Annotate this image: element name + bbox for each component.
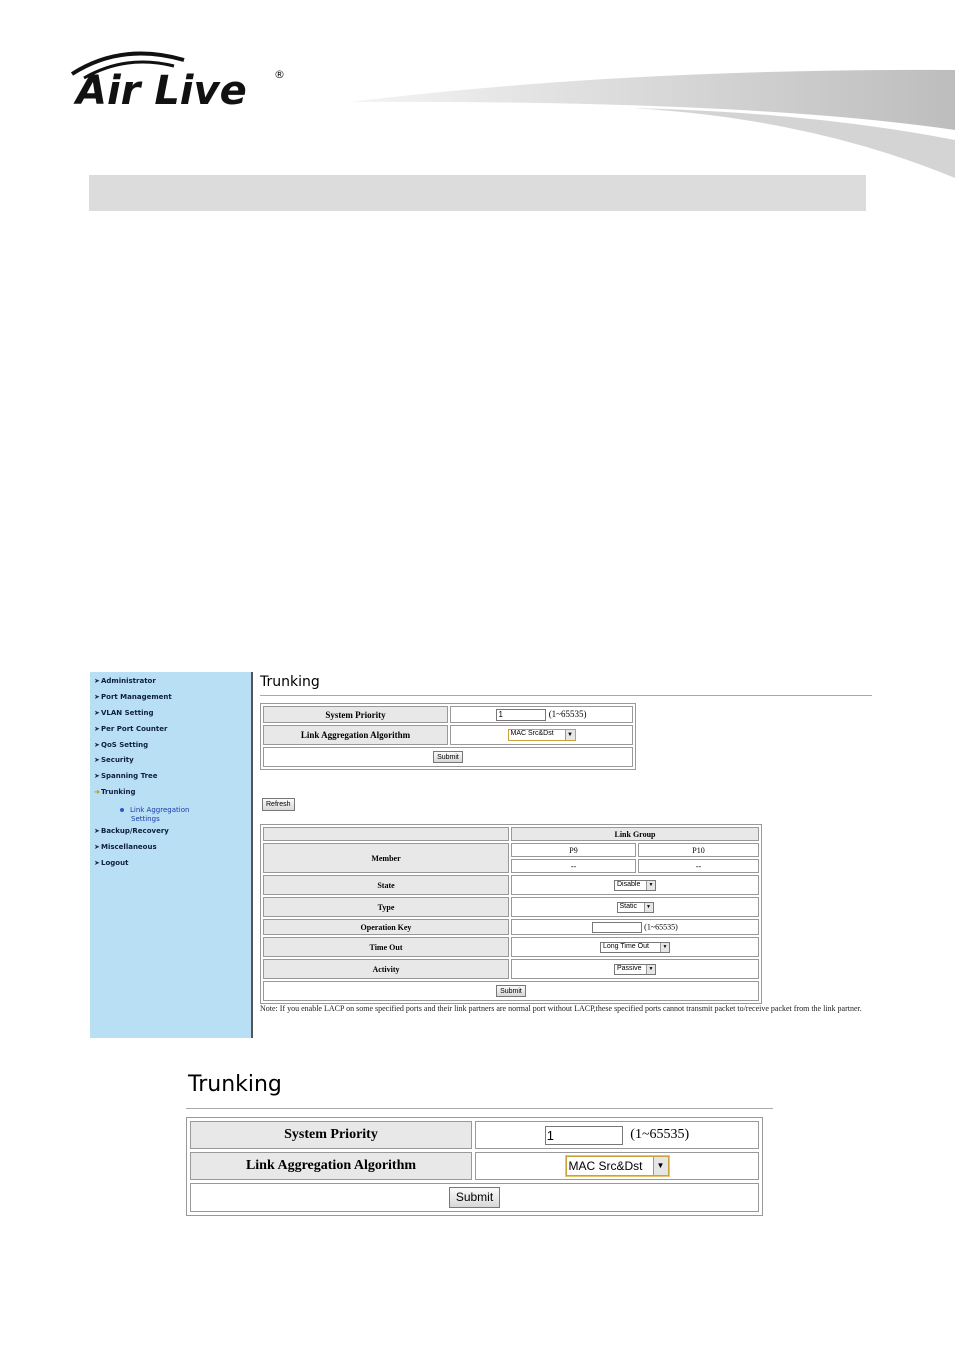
system-priority-label: System Priority bbox=[263, 706, 448, 723]
group-submit-cell bbox=[263, 981, 759, 1001]
sidebar-item-administrator[interactable] bbox=[94, 677, 156, 685]
arrow-icon: ➤ bbox=[94, 741, 100, 749]
type-label: Type bbox=[263, 897, 509, 917]
port-p9-value: -- bbox=[511, 859, 636, 873]
sidebar-item-spanning-tree[interactable] bbox=[94, 772, 158, 780]
chevron-down-icon: ▼ bbox=[644, 903, 653, 912]
empty-header-cell bbox=[263, 827, 509, 841]
algorithm-label: Link Aggregation Algorithm bbox=[263, 725, 448, 745]
zoom-algorithm-select[interactable] bbox=[566, 1156, 669, 1176]
zoom-algorithm-label: Link Aggregation Algorithm bbox=[190, 1152, 472, 1180]
chevron-down-icon: ▼ bbox=[660, 943, 669, 952]
sidebar-item-per-port-counter[interactable] bbox=[94, 725, 167, 733]
state-select-value: Disable bbox=[617, 880, 641, 888]
operation-key-cell bbox=[511, 919, 759, 935]
sidebar bbox=[90, 672, 253, 1038]
arrow-icon: ➤ bbox=[94, 859, 100, 867]
registered-mark: ® bbox=[274, 68, 285, 81]
bullet-icon bbox=[120, 808, 124, 812]
global-settings-table bbox=[260, 703, 636, 770]
refresh-button[interactable]: Refresh bbox=[262, 798, 295, 811]
state-cell bbox=[511, 875, 759, 895]
sidebar-item-label: QoS Setting bbox=[101, 741, 149, 749]
zoom-submit-cell bbox=[190, 1183, 759, 1212]
arrow-icon: ➤ bbox=[94, 756, 100, 764]
system-priority-cell bbox=[450, 706, 633, 723]
main-panel bbox=[260, 672, 872, 1038]
chevron-down-icon: ▼ bbox=[646, 965, 655, 974]
folder-open-icon: ➜ bbox=[94, 788, 100, 796]
port-p10-value: -- bbox=[638, 859, 759, 873]
zoom-submit-button[interactable]: Submit bbox=[449, 1187, 500, 1208]
arrow-icon: ➤ bbox=[94, 827, 100, 835]
type-select[interactable] bbox=[617, 902, 654, 913]
screenshot-zoomed-settings bbox=[186, 1070, 776, 1220]
subitem-label-line1: Link Aggregation bbox=[130, 806, 190, 814]
logo-text: Air Live bbox=[76, 68, 247, 114]
operation-key-input[interactable] bbox=[592, 922, 642, 933]
zoom-system-priority-label: System Priority bbox=[190, 1121, 472, 1149]
state-label: State bbox=[263, 875, 509, 895]
zoom-system-priority-cell bbox=[475, 1121, 759, 1149]
sidebar-item-security[interactable] bbox=[94, 756, 134, 764]
airlive-logo bbox=[62, 44, 292, 114]
zoom-system-priority-input[interactable]: 1 bbox=[545, 1126, 623, 1145]
operation-key-range: (1~65535) bbox=[644, 921, 678, 931]
submit-cell bbox=[263, 747, 633, 767]
sidebar-item-label: Administrator bbox=[101, 677, 156, 685]
arrow-icon: ➤ bbox=[94, 709, 100, 717]
time-out-cell bbox=[511, 937, 759, 957]
type-cell bbox=[511, 897, 759, 917]
zoom-settings-table bbox=[186, 1117, 763, 1216]
group-submit-button[interactable]: Submit bbox=[496, 985, 526, 997]
sidebar-item-label: Per Port Counter bbox=[101, 725, 168, 733]
header-swoosh bbox=[330, 60, 955, 190]
arrow-icon: ➤ bbox=[94, 772, 100, 780]
title-divider bbox=[260, 695, 872, 696]
chevron-down-icon: ▼ bbox=[653, 1157, 668, 1175]
type-select-value: Static bbox=[619, 902, 638, 910]
link-group-table bbox=[260, 824, 762, 1004]
sidebar-item-label: Trunking bbox=[101, 788, 136, 796]
activity-select[interactable] bbox=[614, 964, 656, 975]
sidebar-item-label: Miscellaneous bbox=[101, 843, 157, 851]
arrow-icon: ➤ bbox=[94, 725, 100, 733]
port-p9-header: P9 bbox=[511, 843, 636, 857]
sidebar-item-label: Port Management bbox=[101, 693, 172, 701]
algorithm-select-value: MAC Src&Dst bbox=[510, 730, 554, 738]
zoom-system-priority-range: (1~65535) bbox=[630, 1127, 690, 1143]
activity-label: Activity bbox=[263, 959, 509, 979]
activity-select-value: Passive bbox=[617, 964, 642, 972]
operation-key-label: Operation Key bbox=[263, 919, 509, 935]
arrow-icon: ➤ bbox=[94, 843, 100, 851]
system-priority-input[interactable]: 1 bbox=[496, 709, 546, 721]
sidebar-item-qos-setting[interactable] bbox=[94, 741, 148, 749]
system-priority-range: (1~65535) bbox=[548, 708, 587, 719]
sidebar-item-label: Security bbox=[101, 756, 134, 764]
page-title: Trunking bbox=[260, 674, 320, 690]
zoom-title-divider bbox=[186, 1108, 773, 1109]
zoom-algorithm-cell bbox=[475, 1152, 759, 1180]
sidebar-item-label: Backup/Recovery bbox=[101, 827, 169, 835]
sidebar-item-label: VLAN Setting bbox=[101, 709, 154, 717]
zoom-algorithm-select-value: MAC Src&Dst bbox=[568, 1159, 643, 1173]
sidebar-item-trunking[interactable] bbox=[94, 788, 135, 796]
time-out-label: Time Out bbox=[263, 937, 509, 957]
arrow-icon: ➤ bbox=[94, 693, 100, 701]
time-out-select[interactable] bbox=[600, 942, 670, 953]
section-header-bar bbox=[89, 175, 866, 211]
sidebar-subitem-link-aggregation-settings[interactable] bbox=[130, 806, 189, 824]
lacp-note: Note: If you enable LACP on some specified ports and their link partners are normal port without LACP,these specified ports cannot transmit packet to/receive packet from the link partner. bbox=[260, 1004, 862, 1013]
activity-cell bbox=[511, 959, 759, 979]
subitem-label-line2: Settings bbox=[131, 815, 160, 823]
sidebar-item-vlan-setting[interactable] bbox=[94, 709, 153, 717]
algorithm-cell bbox=[450, 725, 633, 745]
sidebar-item-port-management[interactable] bbox=[94, 693, 172, 701]
link-group-header: Link Group bbox=[511, 827, 759, 841]
zoom-page-title: Trunking bbox=[188, 1072, 282, 1097]
submit-button[interactable]: Submit bbox=[433, 751, 463, 763]
chevron-down-icon: ▼ bbox=[646, 881, 655, 890]
member-label: Member bbox=[263, 843, 509, 873]
arrow-icon: ➤ bbox=[94, 677, 100, 685]
sidebar-item-label: Spanning Tree bbox=[101, 772, 158, 780]
time-out-select-value: Long Time Out bbox=[603, 942, 649, 950]
algorithm-select[interactable] bbox=[508, 729, 576, 741]
state-select[interactable] bbox=[614, 880, 656, 891]
chevron-down-icon: ▼ bbox=[565, 730, 575, 740]
sidebar-item-backup-recovery[interactable] bbox=[94, 827, 169, 835]
sidebar-item-label: Logout bbox=[101, 859, 129, 867]
port-p10-header: P10 bbox=[638, 843, 759, 857]
screenshot-full-ui bbox=[90, 672, 872, 1038]
sidebar-item-miscellaneous[interactable] bbox=[94, 843, 157, 851]
sidebar-item-logout[interactable] bbox=[94, 859, 128, 867]
